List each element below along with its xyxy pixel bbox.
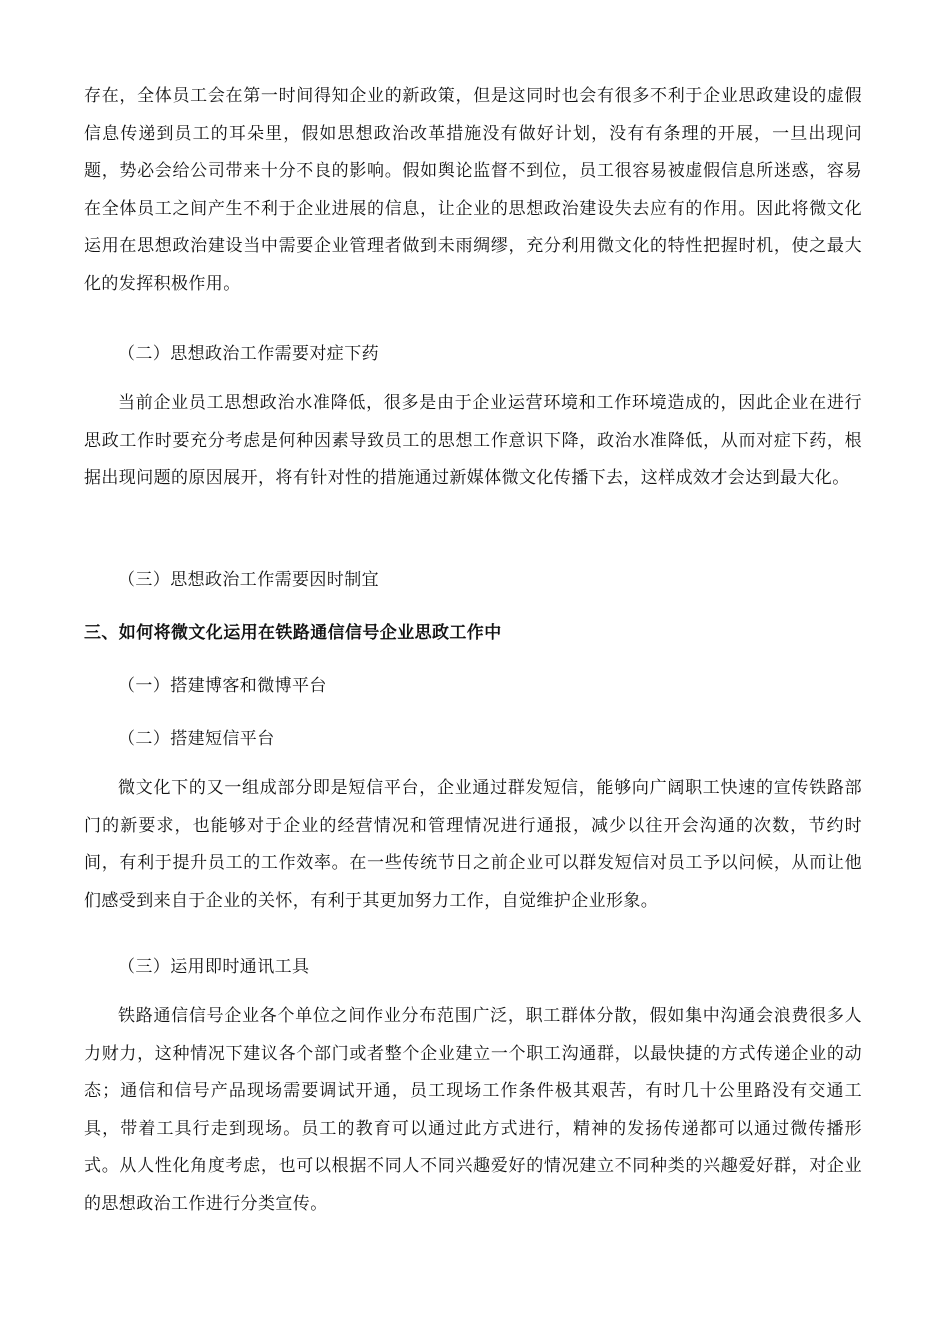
subheading-2-2: （二）思想政治工作需要对症下药 bbox=[118, 344, 379, 364]
subheading-2-3: （三）思想政治工作需要因时制宜 bbox=[118, 570, 379, 590]
paragraph-symptomatic-treatment: 当前企业员工思想政治水准降低，很多是由于企业运营环境和工作环境造成的，因此企业在进行思政工作时要充分考虑是何种因素导致员工的思想工作意识下降，政治水准降低，从而对症下药，根据出现问题的原因展开，将有针对性的措施通过新媒体微文化传播下去，这样成效才会达到最大化。 bbox=[84, 393, 862, 488]
subheading-3-3: （三）运用即时通讯工具 bbox=[118, 957, 310, 977]
section-heading-3: 三、如何将微文化运用在铁路通信信号企业思政工作中 bbox=[84, 623, 502, 643]
subheading-3-1: （一）搭建博客和微博平台 bbox=[118, 676, 327, 696]
subheading-3-2: （二）搭建短信平台 bbox=[118, 729, 275, 749]
paragraph-sms-platform: 微文化下的又一组成部分即是短信平台，企业通过群发短信，能够向广阔职工快速的宣传铁路部门的新要求，也能够对于企业的经营情况和管理情况进行通报，减少以往开会沟通的次数，节约时间，有利于提升员工的工作效率。在一些传统节日之前企业可以群发短信对员工予以问候，从而让他们感受到来自于企业的关怀，有利于其更加努力工作，自觉维护企业形象。 bbox=[84, 778, 862, 911]
paragraph-continuation: 存在，全体员工会在第一时间得知企业的新政策，但是这同时也会有很多不利于企业思政建设的虚假信息传递到员工的耳朵里，假如思想政治改革措施没有做好计划，没有有条理的开展，一旦出现问题，势必会给公司带来十分不良的影响。假如舆论监督不到位，员工很容易被虚假信息所迷惑，容易在全体员工之间产生不利于企业进展的信息，让企业的思想政治建设失去应有的作用。因此将微文化运用在思想政治建设当中需要企业管理者做到未雨绸缪，充分利用微文化的特性把握时机，使之最大化的发挥积极作用。 bbox=[84, 86, 862, 294]
paragraph-instant-messaging: 铁路通信信号企业各个单位之间作业分布范围广泛，职工群体分散，假如集中沟通会浪费很多人力财力，这种情况下建议各个部门或者整个企业建立一个职工沟通群，以最快捷的方式传递企业的动态；通信和信号产品现场需要调试开通，员工现场工作条件极其艰苦，有时几十公里路没有交通工具，带着工具行走到现场。员工的教育可以通过此方式进行，精神的发扬传递都可以通过微传播形式。从人性化角度考虑，也可以根据不同人不同兴趣爱好的情况建立不同种类的兴趣爱好群，对企业的思想政治工作进行分类宣传。 bbox=[84, 1006, 862, 1214]
